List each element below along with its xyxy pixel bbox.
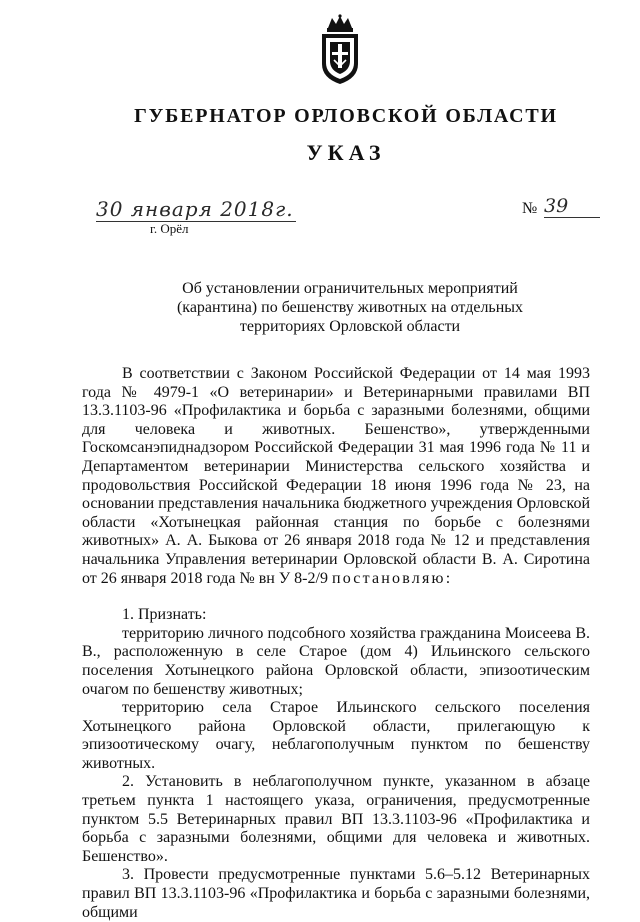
preamble-text: В соответствии с Законом Российской Федерации от 14 мая 1993 года № 4979-1 «О ветеринарии» и Ветеринарными правилами ВП 13.3.1103-96 «Профилактика и борьба с заразными болезнями, общими для человека и животных. Бешенство», утвержденными Госкомсанэпиднадзором Российской Федерации 31 мая 1996 года № 11 и Департаментом ветеринарии Министерства сельского хозяйства и продовольствия Российской Федерации 18 июня 1996 года № 23, на основании представления начальника бюджетного учреждения Орловской области «Хотынецкая районная станция по борьбе с болезнями животных» А. А. Быкова от 26 января 2018 года № 12 и представления начальника Управления ветеринарии Орловской области В. А. Сиротина от 26 января 2018 года № вн У 8-2/9 (82, 365, 590, 587)
decree-body (82, 365, 590, 922)
subject-line: (карантина) по бешенству животных на отдельных (176, 299, 524, 316)
document-type-heading: УКАЗ (306, 140, 386, 165)
item-2-paragraph: 2. Установить в неблагополучном пункте, указанном в абзаце третьем пункта 1 настоящего указа, ограничения, предусмотренные пунктом 5.5 Ветеринарных правил ВП 13.3.1103-96 «Профилактика и борьба с заразными болезнями, общими для человека и животных. Бешенство». (82, 773, 590, 865)
preamble-paragraph (82, 365, 590, 588)
item-1-title: 1. Признать: (122, 606, 207, 624)
subject-line: территориях Орловской области (239, 318, 461, 335)
item-1-paragraph-2: территорию села Старое Ильинского сельского поселения Хотынецкого района Орловской области, прилегающую к эпизоотическому очагу, неблагополучным пунктом по бешенству животных. (82, 699, 590, 772)
coat-of-arms-emblem (318, 14, 362, 86)
preamble-keyword: постановляю: (331, 569, 453, 587)
subject-line: Об установлении ограничительных мероприятий (182, 280, 518, 297)
handwritten-number: 39 (544, 195, 600, 218)
issuer-title: ГУБЕРНАТОР ОРЛОВСКОЙ ОБЛАСТИ (134, 105, 558, 127)
issue-city: г. Орёл (150, 221, 189, 236)
handwritten-date: 30 января 2018г. (96, 197, 294, 221)
decree-subject (130, 279, 570, 336)
number-label: № (522, 200, 538, 217)
item-3-paragraph: 3. Провести предусмотренные пунктами 5.6–5.12 Ветеринарных правил ВП 13.3.1103-96 «Профилактика и борьба с заразными болезнями, общими (82, 866, 590, 921)
item-1-paragraph-1: территорию личного подсобного хозяйства гражданина Моисеева В. В., расположенную в селе Старое (дом 4) Ильинского сельского поселения Хотынецкого района Орловской области, эпизоотическим очагом по бешенству животных; (82, 624, 590, 698)
